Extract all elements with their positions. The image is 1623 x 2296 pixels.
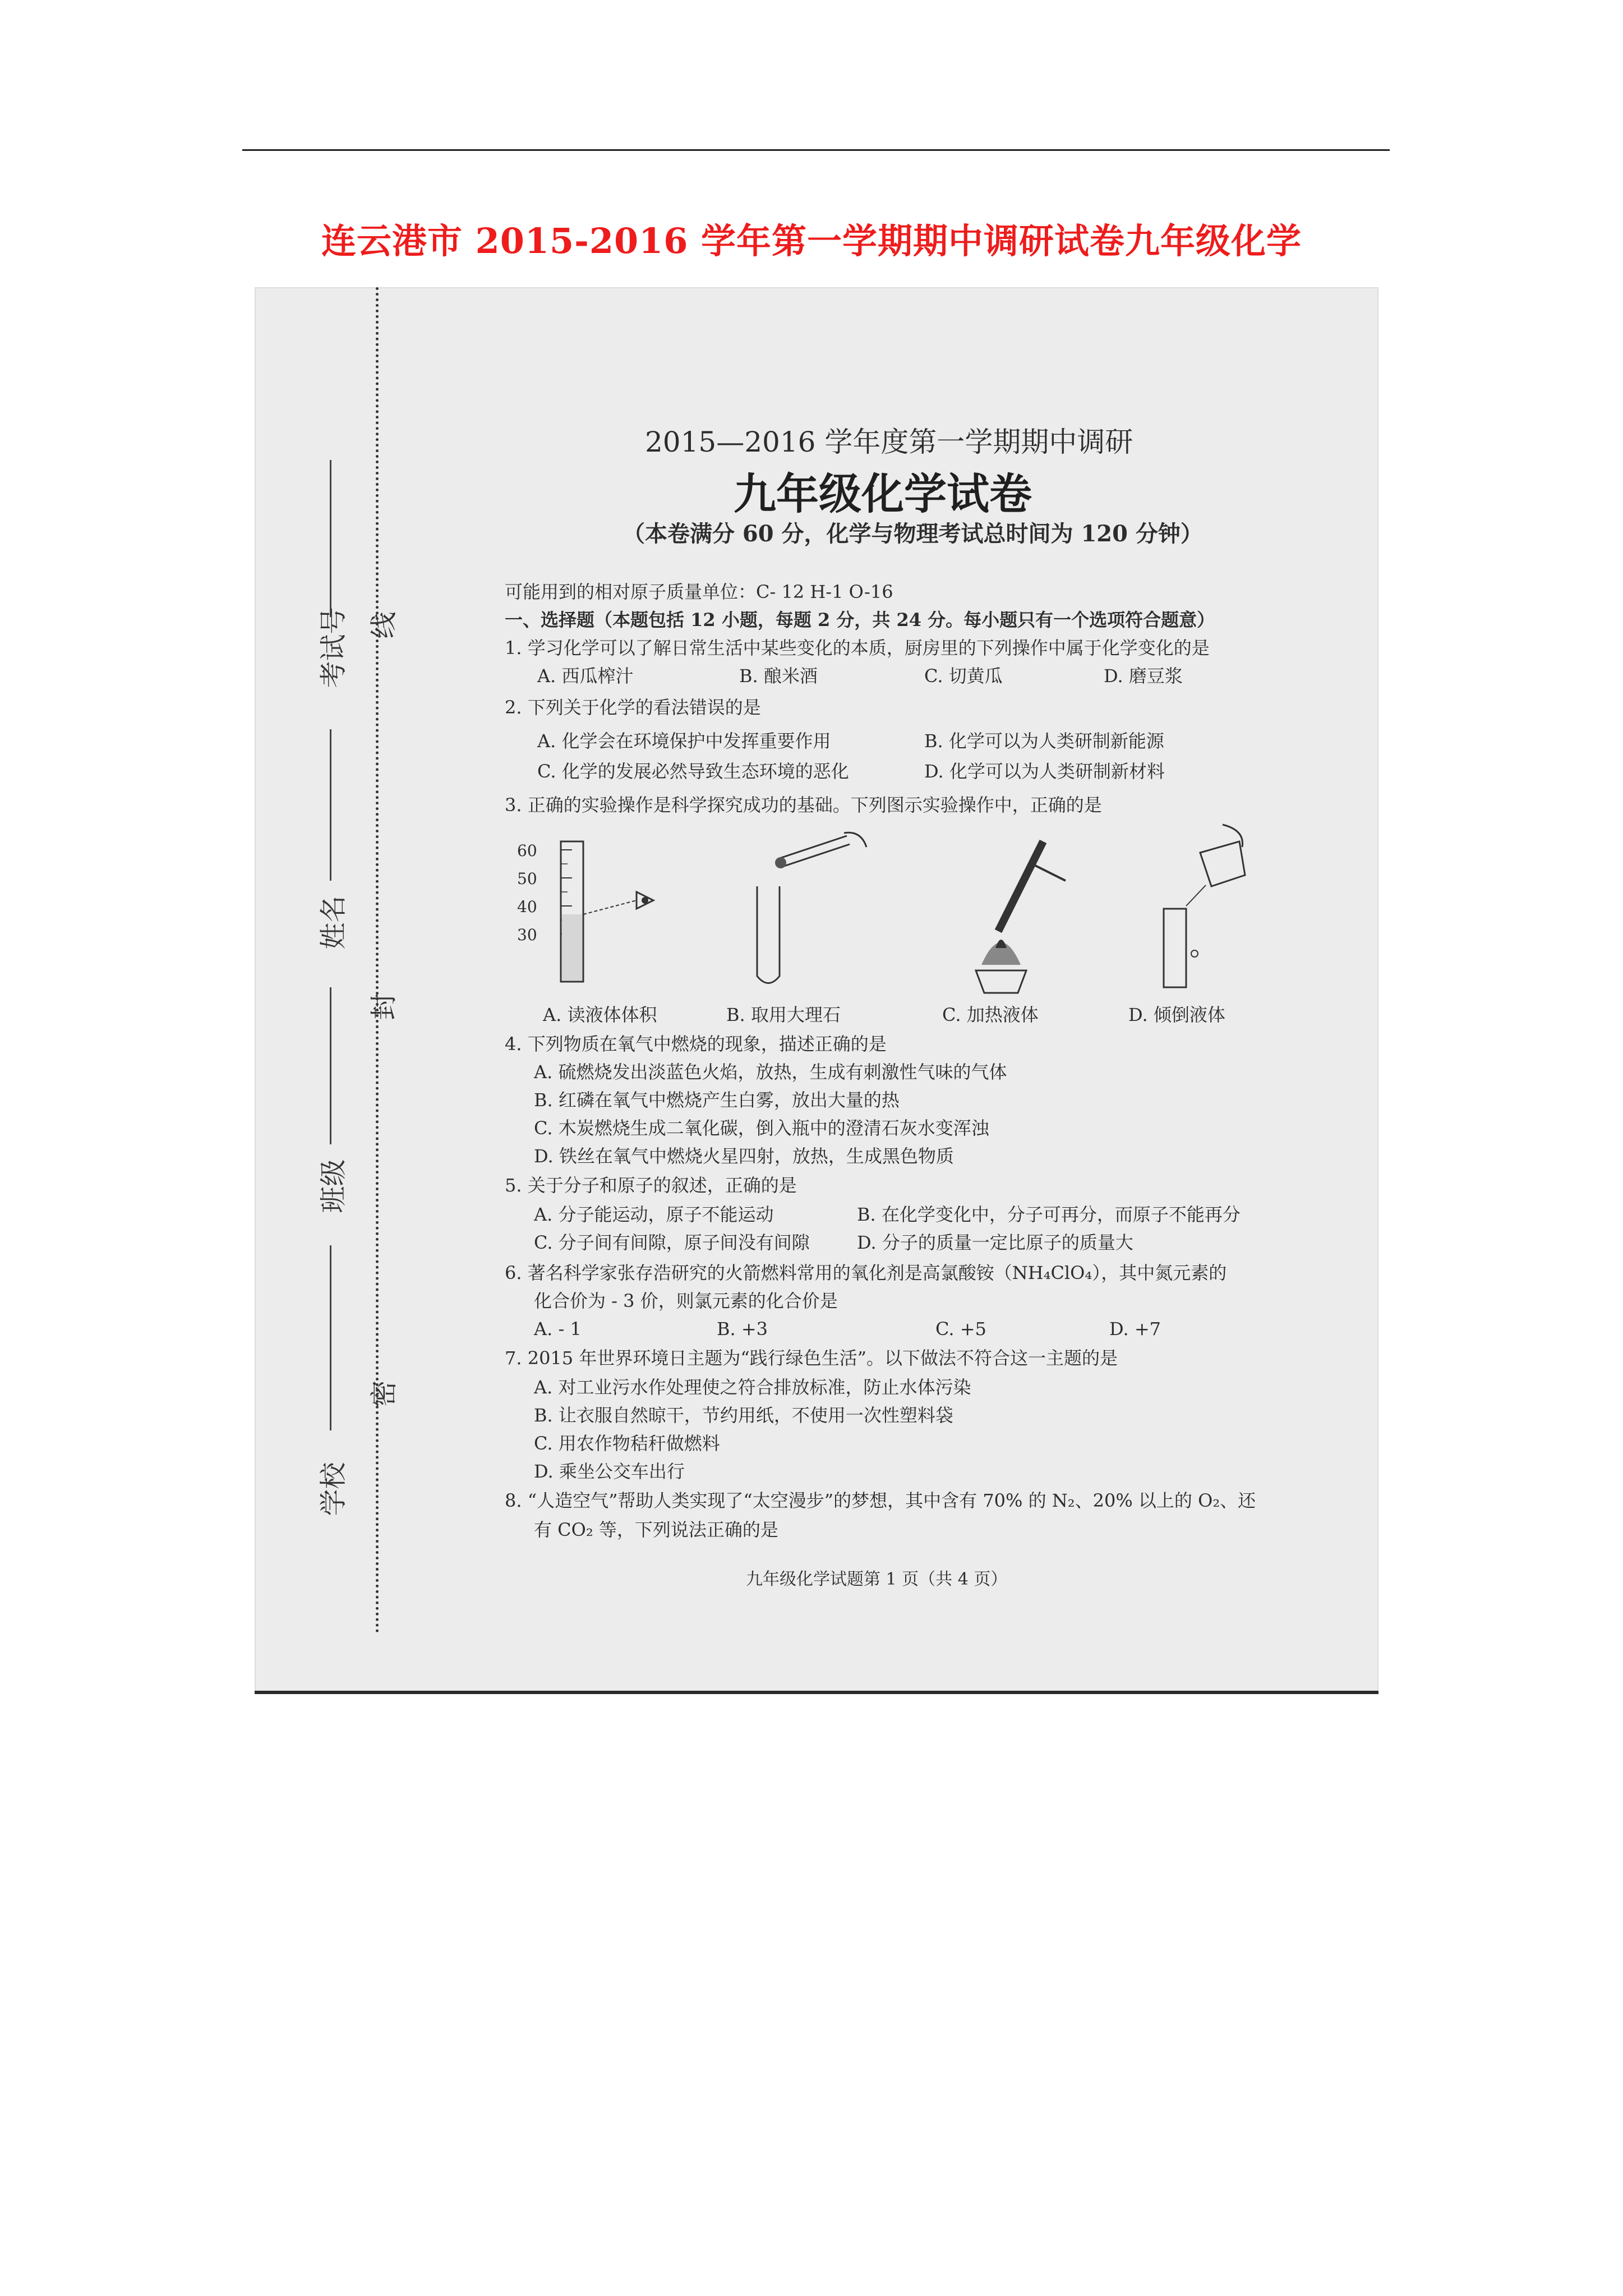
document-title: 连云港市 2015-2016 学年第一学期期中调研试卷九年级化学 — [321, 220, 1302, 261]
option: A. 硫燃烧发出淡蓝色火焰，放热，生成有刺激性气味的气体 — [534, 1061, 1007, 1083]
question-stem: 6. 著名科学家张存浩研究的火箭燃料常用的氧化剂是高氯酸铵（NH₄ClO₄），其中氮元素的 — [505, 1262, 1227, 1283]
exam-title: 2015—2016 学年度第一学期期中调研 — [645, 426, 1133, 458]
question-stem: 3. 正确的实验操作是科学探究成功的基础。下列图示实验操作中，正确的是 — [505, 794, 1102, 816]
option: C. 用农作物秸秆做燃料 — [534, 1433, 720, 1454]
exam-subtitle: 九年级化学试卷 — [734, 469, 1032, 519]
figure-heating-liquid — [948, 830, 1077, 999]
binding-dotted-line — [376, 287, 379, 1634]
option: B. +3 — [717, 1318, 768, 1340]
header-rule — [242, 149, 1390, 151]
figure-graduated-cylinder — [538, 836, 673, 987]
option: C. 木炭燃烧生成二氧化碳，倒入瓶中的澄清石灰水变浑浊 — [534, 1117, 989, 1139]
option: D. 化学可以为人类研制新材料 — [924, 761, 1165, 782]
option: A. 化学会在环境保护中发挥重要作用 — [537, 730, 831, 752]
option: A. - 1 — [534, 1318, 582, 1340]
cylinder-tick-30: 30 — [517, 926, 537, 944]
field-blank-class — [330, 987, 331, 1144]
seal-word-xian: 线 — [368, 611, 400, 639]
option: B. 让衣服自然晾干，节约用纸，不使用一次性塑料袋 — [534, 1405, 953, 1426]
option: C. 加热液体 — [942, 1004, 1039, 1025]
option: A. 西瓜榨汁 — [537, 665, 634, 687]
option: C. 化学的发展必然导致生态环境的恶化 — [537, 761, 849, 782]
option: B. 在化学变化中，分子可再分，而原子不能再分 — [857, 1204, 1241, 1225]
option: C. 分子间有间隙，原子间没有间隙 — [534, 1232, 810, 1253]
field-blank-name — [330, 729, 331, 881]
cylinder-tick-40: 40 — [517, 898, 537, 916]
field-blank-exam-number — [330, 460, 331, 617]
option: B. 化学可以为人类研制新能源 — [924, 730, 1164, 752]
question-stem-continued: 有 CO₂ 等，下列说法正确的是 — [534, 1519, 778, 1540]
page-footer: 九年级化学试题第 1 页（共 4 页） — [746, 1570, 1008, 1589]
seal-word-feng: 封 — [368, 993, 400, 1020]
question-stem: 8. “人造空气”帮助人类实现了“太空漫步”的梦想，其中含有 70% 的 N₂、20% 以上的 O₂、还 — [505, 1490, 1256, 1511]
field-label-name: 姓名 — [317, 895, 349, 950]
option: D. 乘坐公交车出行 — [534, 1461, 685, 1482]
option: C. +5 — [935, 1318, 986, 1340]
option: A. 对工业污水作处理使之符合排放标准，防止水体污染 — [534, 1377, 971, 1398]
option: B. 酿米酒 — [739, 665, 818, 687]
seal-word-mi: 密 — [368, 1380, 400, 1407]
section-heading: 一、选择题（本题包括 12 小题，每题 2 分，共 24 分。每小题只有一个选项符合题意） — [505, 609, 1215, 631]
cylinder-tick-50: 50 — [517, 869, 537, 888]
field-label-school: 学校 — [317, 1462, 349, 1516]
question-stem: 2. 下列关于化学的看法错误的是 — [505, 697, 761, 718]
question-stem: 7. 2015 年世界环境日主题为“践行绿色生活”。以下做法不符合这一主题的是 — [505, 1347, 1118, 1369]
exam-note: （本卷满分 60 分，化学与物理考试总时间为 120 分钟） — [623, 521, 1203, 547]
option: D. 分子的质量一定比原子的质量大 — [857, 1232, 1133, 1253]
atomic-masses: 可能用到的相对原子质量单位：C- 12 H-1 O-16 — [505, 581, 893, 602]
option: B. 红磷在氧气中燃烧产生白雾，放出大量的热 — [534, 1089, 900, 1111]
figure-test-tube-marble — [740, 825, 875, 993]
option: D. 倾倒液体 — [1128, 1004, 1225, 1025]
option: D. +7 — [1109, 1318, 1161, 1340]
question-stem: 5. 关于分子和原子的叙述，正确的是 — [505, 1175, 797, 1196]
figure-pouring-liquid — [1133, 819, 1262, 999]
scan-bottom-edge — [255, 1691, 1378, 1694]
option: B. 取用大理石 — [726, 1004, 841, 1025]
option: D. 磨豆浆 — [1104, 665, 1183, 687]
option: D. 铁丝在氧气中燃烧火星四射，放热，生成黑色物质 — [534, 1145, 954, 1167]
cylinder-tick-60: 60 — [517, 841, 537, 860]
option: A. 读液体体积 — [543, 1004, 657, 1025]
field-blank-school — [330, 1245, 331, 1430]
option: A. 分子能运动，原子不能运动 — [534, 1204, 774, 1225]
field-label-exam-number: 考试号 — [317, 607, 349, 688]
field-label-class: 班级 — [317, 1159, 349, 1213]
option: C. 切黄瓜 — [924, 665, 1003, 687]
question-stem-continued: 化合价为 - 3 价，则氯元素的化合价是 — [534, 1290, 838, 1312]
question-stem: 1. 学习化学可以了解日常生活中某些变化的本质，厨房里的下列操作中属于化学变化的是 — [505, 637, 1210, 659]
question-stem: 4. 下列物质在氧气中燃烧的现象，描述正确的是 — [505, 1033, 887, 1055]
